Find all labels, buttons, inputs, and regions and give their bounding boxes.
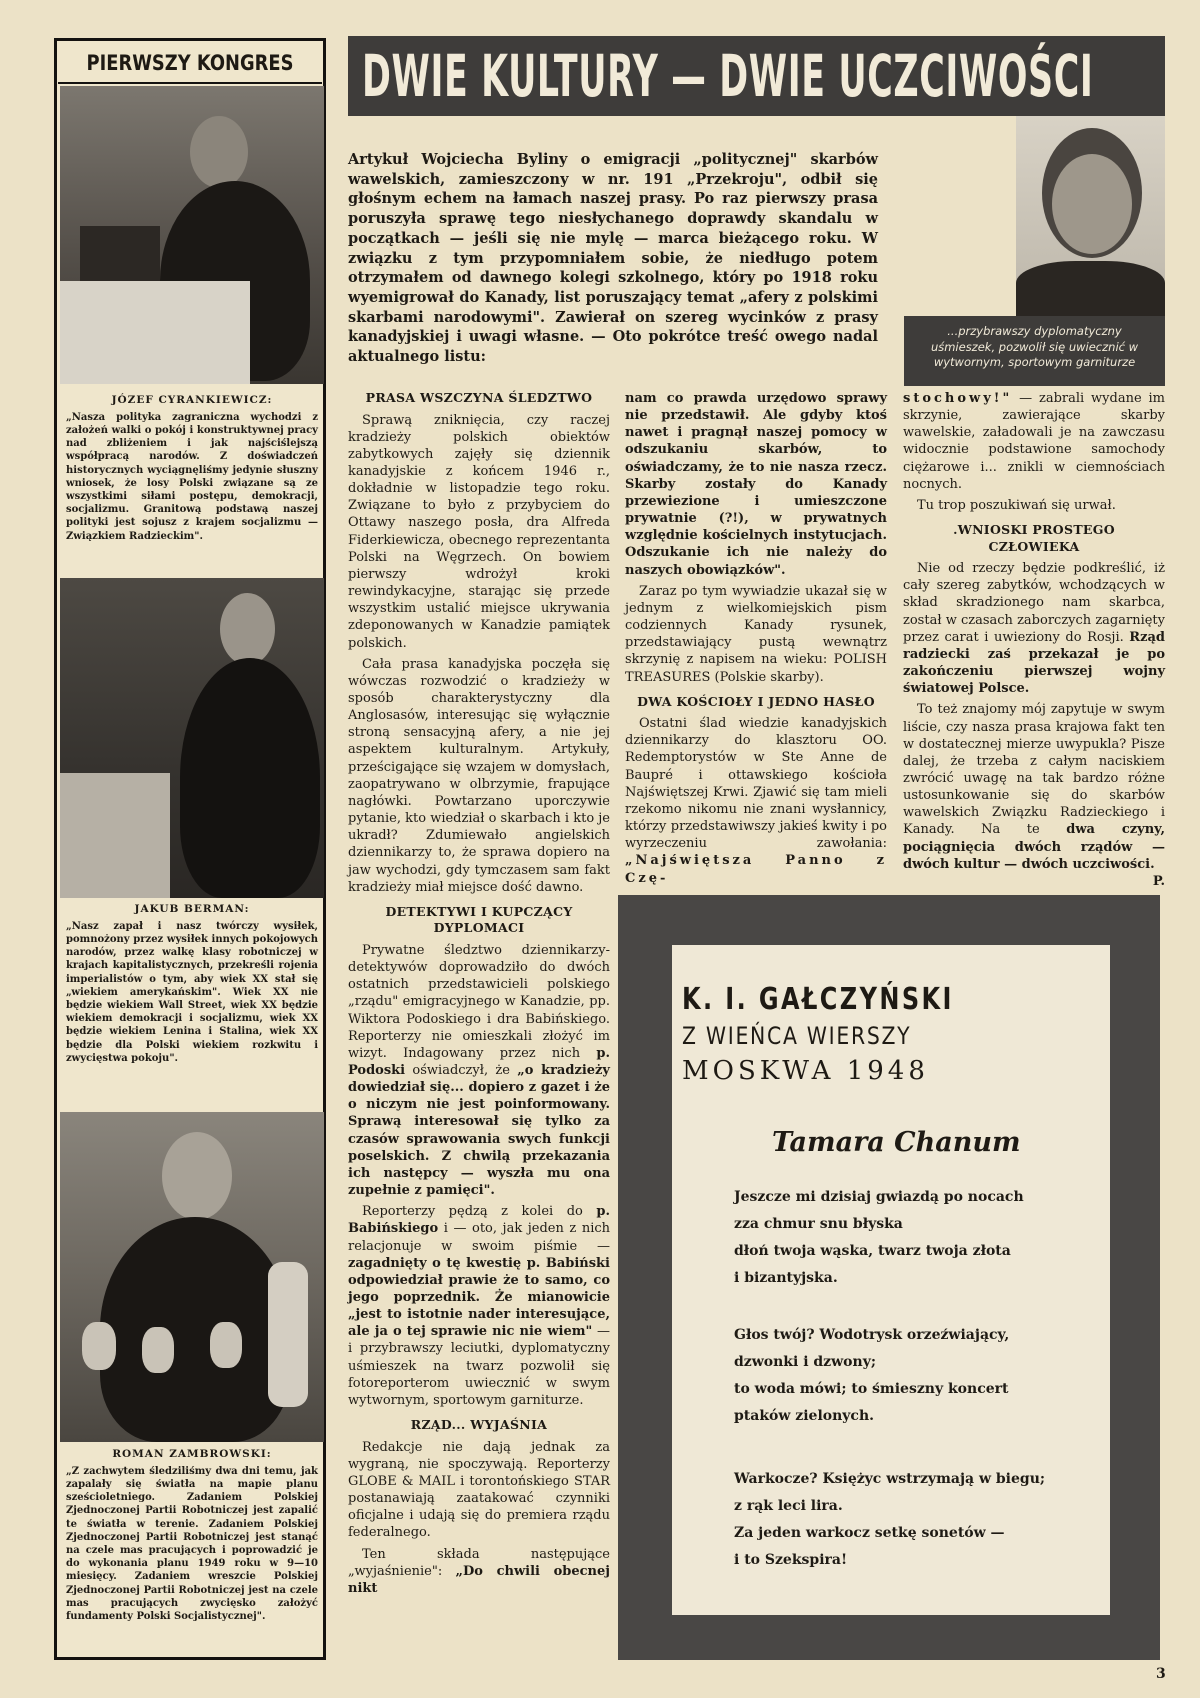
headline-banner — [348, 36, 1165, 116]
paragraph: nam co prawda urzędowo sprawy nie przedstawił. Ale gdyby ktoś nawet i pragnął naszej pomocy w odszukaniu skarbów, to oświadczamy, że to nie nasza rzecz. Skarby zostały do Kanady przewiezione i umieszczone prywatnie (?!), w prywatnych względnie kościelnych instytucjach. Odszukanie ich nie należy do naszych obowiązków". — [625, 391, 887, 578]
microphone-icon — [82, 1322, 116, 1370]
microphone-icon — [268, 1262, 308, 1407]
poem-line: i to Szekspira! — [734, 1552, 848, 1568]
left-banner — [58, 42, 322, 84]
poem-line: Za jeden warkocz setkę sonetów — — [734, 1525, 1005, 1541]
microphone-icon — [210, 1322, 242, 1368]
subheading: PRASA WSZCZYNA ŚLEDZTWO — [365, 390, 593, 405]
caption-name: ROMAN ZAMBROWSKI: — [112, 1448, 272, 1460]
left-banner-text: PIERWSZY KONGRES — [86, 51, 294, 75]
paragraph: Nie od rzeczy będzie podkreślić, iż cały szereg zabytków, wchodzących w skład skradzionego nam skarbca, został w czasach zaborczych zagarnięty przez carat i uwieziony do Rosji. Rząd radziecki zaś przekazał je po zakończeniu pierwszej wojny światowej Polsce. — [903, 561, 1165, 697]
article-column-3 — [903, 390, 1165, 890]
poem-line: ptaków zielonych. — [734, 1408, 875, 1424]
poem-stanza — [734, 1466, 1088, 1574]
poem-line: Warkocze? Księżyc wstrzymają w biegu; — [734, 1471, 1046, 1487]
speaker-head — [162, 1132, 232, 1220]
bottles — [80, 226, 160, 281]
caption-name: JAKUB BERMAN: — [134, 903, 250, 915]
poem-line: dzwonki i dzwony; — [734, 1354, 877, 1370]
poem-title: Tamara Chanum — [772, 1127, 1021, 1158]
speaker-body — [100, 1217, 290, 1442]
speaker-head — [190, 116, 248, 188]
paragraph: Ten składa następujące „wyjaśnienie": „Do chwili obecnej nikt — [348, 1546, 610, 1596]
poem-stanza — [734, 1184, 1088, 1292]
paragraph: stochowy!" — zabrali wydane im skrzynie, zawierające skarby wawelskie, załadowali je na zawczasu widocznie podstawione samochody ciężarowe i... znikli w ciemnościach nocnych. — [903, 391, 1165, 492]
caption-text: „Nasza polityka zagraniczna wychodzi z założeń walki o pokój i konstruktywnej pracy nad zbliżeniem i jak najściślejszą współpracą narodów. Z doświadczeń historycznych wyciągnęliśmy jedynie słuszny wniosek, że losy Polski związane są ze wszystkimi siłami postępu, demokracji, socjalizmu. Granitową podstawą naszej polityki jest sojusz z krajem socjalizmu — Związkiem Radzieckim". — [66, 411, 318, 542]
subheading: .WNIOSKI PROSTEGO CZŁOWIEKA — [953, 522, 1115, 554]
paragraph: Ostatni ślad wiedzie kanadyjskich dziennikarzy do klasztoru OO. Redemptorystów w Ste Anne de Baupré i ottawskiego kościoła Najświętszej Krwi. Zjawić się tam mieli rzekomo nikomu nie znani wysłannicy, którzy przedstawiwszy jakieś kwity i po wyrzeczeniu zawołania: „Najświętsza Panno z Czę- — [625, 716, 887, 886]
poem-line: Jeszcze mi dzisiaj gwiazdą po nocach — [734, 1189, 1024, 1205]
poem-stanza — [734, 1322, 1088, 1430]
caption-cyrankiewicz — [60, 394, 324, 543]
portrait-caption-box — [904, 316, 1165, 386]
portrait-face-light — [1052, 154, 1132, 254]
headline-title: DWIE KULTURY — DWIE UCZCIWOŚCI — [362, 42, 1094, 110]
paragraph: Prywatne śledztwo dziennikarzy-detektywów doprowadziło do dwóch ostatnich przedstawicieli polskiego „rządu" emigracyjnego w Kanadzie, pp. Wiktora Podoskiego i dra Babińskiego. Reporterzy nie omieszkali złożyć im wizyt. Indagowany przez nich p. Podoski oświadczył, że „o kradzieży dowiedział się... dopiero z gazet i że o niczym nie jest poinformowany. Sprawą interesował się tylko za czasów sprawowania swych funkcji poselskich. Z chwilą przekazania ich następcy — wyszła mu ona zupełnie z pamięci". — [348, 942, 610, 1199]
article-column-1 — [348, 390, 610, 1601]
paragraph: Tu trop poszukiwań się urwał. — [917, 497, 1116, 513]
caption-text: „Z zachwytem śledziliśmy dwa dni temu, jak zapalały się światła na mapie planu sześcioletniego. Zadaniem Polskiej Zjednoczonej Partii Robotniczej jest zapalić te światła w terenie. Zadaniem Polskiej Zjednoczonej Partii Robotniczej jest stanąć na czele mas pracujących i poprowadzić je do wykonania planu 1949 roku w 9—10 miesięcy. Zadaniem wreszcie Polskiej Zjednoczonej Partii Robotniczej jest na czele mas pracujących zwycięsko założyć fundamenty Polski Socjalistycznej". — [66, 1465, 318, 1622]
portrait-caption: ...przybrawszy dyplomatyczny uśmieszek, pozwolił się uwiecznić w wytwornym, sportowym garniturze — [930, 324, 1139, 370]
paragraph: Sprawą zniknięcia, czy raczej kradzieży polskich obiektów zabytkowych zajęły się dziennik kanadyjskie z końcem 1946 r., dokładnie w listopadzie tego roku. Związane to było z przybyciem do Ottawy naszego posła, dra Alfreda Fiderkiewicza, obecnego reprezentanta Polski na Węgrzech. On bowiem pierwszy wdrożył kroki rewindykacyjne, starając się przede wszystkim ustalić miejsce ukrywania zdeponowanych w Kanadzie pamiątek polskich. — [348, 412, 610, 651]
paragraph: Zaraz po tym wywiadzie ukazał się w jednym z wielkomiejskich pism codziennych Kanady rysunek, przedstawiający pustą wewnątrz skrzynię z napisem na wieku: POLISH TREASURES (Polskie skarby). — [625, 583, 887, 685]
caption-text: „Nasz zapał i nasz twórczy wysiłek, pomnożony przez wysiłek innych pokojowych narodów, przez walkę klasy robotniczej w krajach kapitalistycznych, przekreśli rojenia imperialistów o tym, aby wiek XX stał się „wiekiem amerykańskim". Wiek XX nie będzie wiekiem Wall Street, wiek XX będzie wiekiem demokracji i socjalizmu, wiek XX będzie wiekiem Lenina i Stalina, wiek XX będzie dla Polski wiekiem rozkwitu i zwycięstwa pokoju". — [66, 920, 318, 1064]
paragraph: Redakcje nie dają jednak za wygraną, nie spoczywają. Reporterzy GLOBE & MAIL i torontońskiego STAR postanawiają zaatakować czynniki oficjalne i udają się do premiera rządu federalnego. — [348, 1439, 610, 1541]
speaker-head — [220, 593, 275, 665]
photo-zambrowski — [60, 1112, 324, 1442]
subheading: RZĄD... WYJAŚNIA — [410, 1417, 548, 1433]
intro-text: Artykuł Wojciecha Byliny o emigracji „politycznej" skarbów wawelskich, zamieszczony w nr. 191 „Przekroju", odbił się głośnym echem na łamach naszej prasy. Po raz pierwszy prasa poruszyła sprawę tego niesłychanego doprawdy skandalu w początkach — jeśli się nie mylę — marca bieżącego roku. W związku z tym przypomniałem sobie, że niedługo potem otrzymałem od dawnego kolegi szkolnego, który po 1918 roku wyemigrował do Kanady, list poruszający temat „afery z polskimi skarbami narodowymi". Zawierał on szereg wycinków z prasy kanadyjskiej i uwagi własne. — Oto pokrótce treść owego nadal aktualnego listu: — [348, 151, 878, 366]
lectern — [60, 773, 170, 898]
photo-cyrankiewicz — [60, 86, 324, 384]
subheading: DETEKTYWI I KUPCZĄCY DYPLOMACI — [385, 903, 573, 936]
portrait-photo — [1016, 116, 1165, 316]
poem-line: z rąk leci lira. — [734, 1498, 843, 1514]
poem-line: i bizantyjska. — [734, 1270, 838, 1286]
page-number: 3 — [1156, 1666, 1166, 1682]
caption-name: JÓZEF CYRANKIEWICZ: — [111, 394, 273, 406]
photo-berman — [60, 578, 324, 898]
intro-paragraph — [348, 150, 878, 367]
poem-line: zza chmur snu błyska — [734, 1216, 903, 1232]
article-column-2 — [625, 390, 887, 891]
poem-series: Z WIEŃCA WIERSZY — [682, 1022, 912, 1050]
poem-line: Głos twój? Wodotrysk orzeźwiający, — [734, 1327, 1010, 1343]
poem-line: dłoń twoja wąska, twarz twoja złota — [734, 1243, 1011, 1259]
caption-berman — [60, 903, 324, 1065]
paragraph: To też znajomy mój zapytuje w swym liście, czy nasza prasa krajowa fakt ten w dostatecznej mierze uwypukla? Pisze dalej, że trzeba z całym naciskiem zwrócić uwagę na tak bardzo różne ustosunkowanie się do skarbów wawelskich Związku Radzieckiego i Kanady. Na te dwa czyny, pociągnięcia dwóch rządów — dwóch kultur — dwóch uczciwości. P. — [903, 702, 1165, 889]
poem-line: to woda mówi; to śmieszny koncert — [734, 1381, 1009, 1397]
speaker-body — [180, 658, 320, 898]
subheading: DWA KOŚCIOŁY I JEDNO HASŁO — [637, 693, 875, 709]
lectern — [60, 281, 250, 384]
poem-author: K. I. GAŁCZYŃSKI — [682, 982, 954, 1017]
poem-panel — [672, 945, 1110, 1615]
paragraph: Cała prasa kanadyjska poczęła się wówczas rozwodzić o kradzieży w sposób charakterystyczny dla Anglosasów, interesując się wyłącznie stroną sensacyjną afery, a nie jej aspektem kulturalnym. Artykuły, prześcigające się wzajem w domysłach, zaopatrywano w olbrzymie, frapujące nagłówki. Powtarzano uporczywie pytanie, kto wiedział o skarbach i kto je ukradł? Zdumiewało angielskich dziennikarzy to, że sprawa dopiero na jaw wychodzi, gdy tymczasem sam fakt kradzieży miał miejsce dość dawno. — [348, 656, 610, 895]
poem-place-year: MOSKWA 1948 — [682, 1056, 929, 1086]
paragraph: Reporterzy pędzą z kolei do p. Babińskiego i — oto, jak jeden z nich relacjonuje w swoim piśmie — zagadnięty o tę kwestię p. Babiński odpowiedział prawie że to samo, co jego poprzednik. Że mianowicie „jest to istotnie nader interesujące, ale ja o tej sprawie nic nie wiem" — i przybrawszy leciutki, dyplomatyczny uśmieszek na twarz pozwolił się fotoreporterom uwiecznić w swym wytwornym, sportowym garniturze. — [348, 1204, 611, 1408]
signature: P. — [1152, 873, 1165, 889]
caption-zambrowski — [60, 1448, 324, 1623]
portrait-suit — [1016, 261, 1165, 316]
microphone-icon — [142, 1327, 174, 1373]
